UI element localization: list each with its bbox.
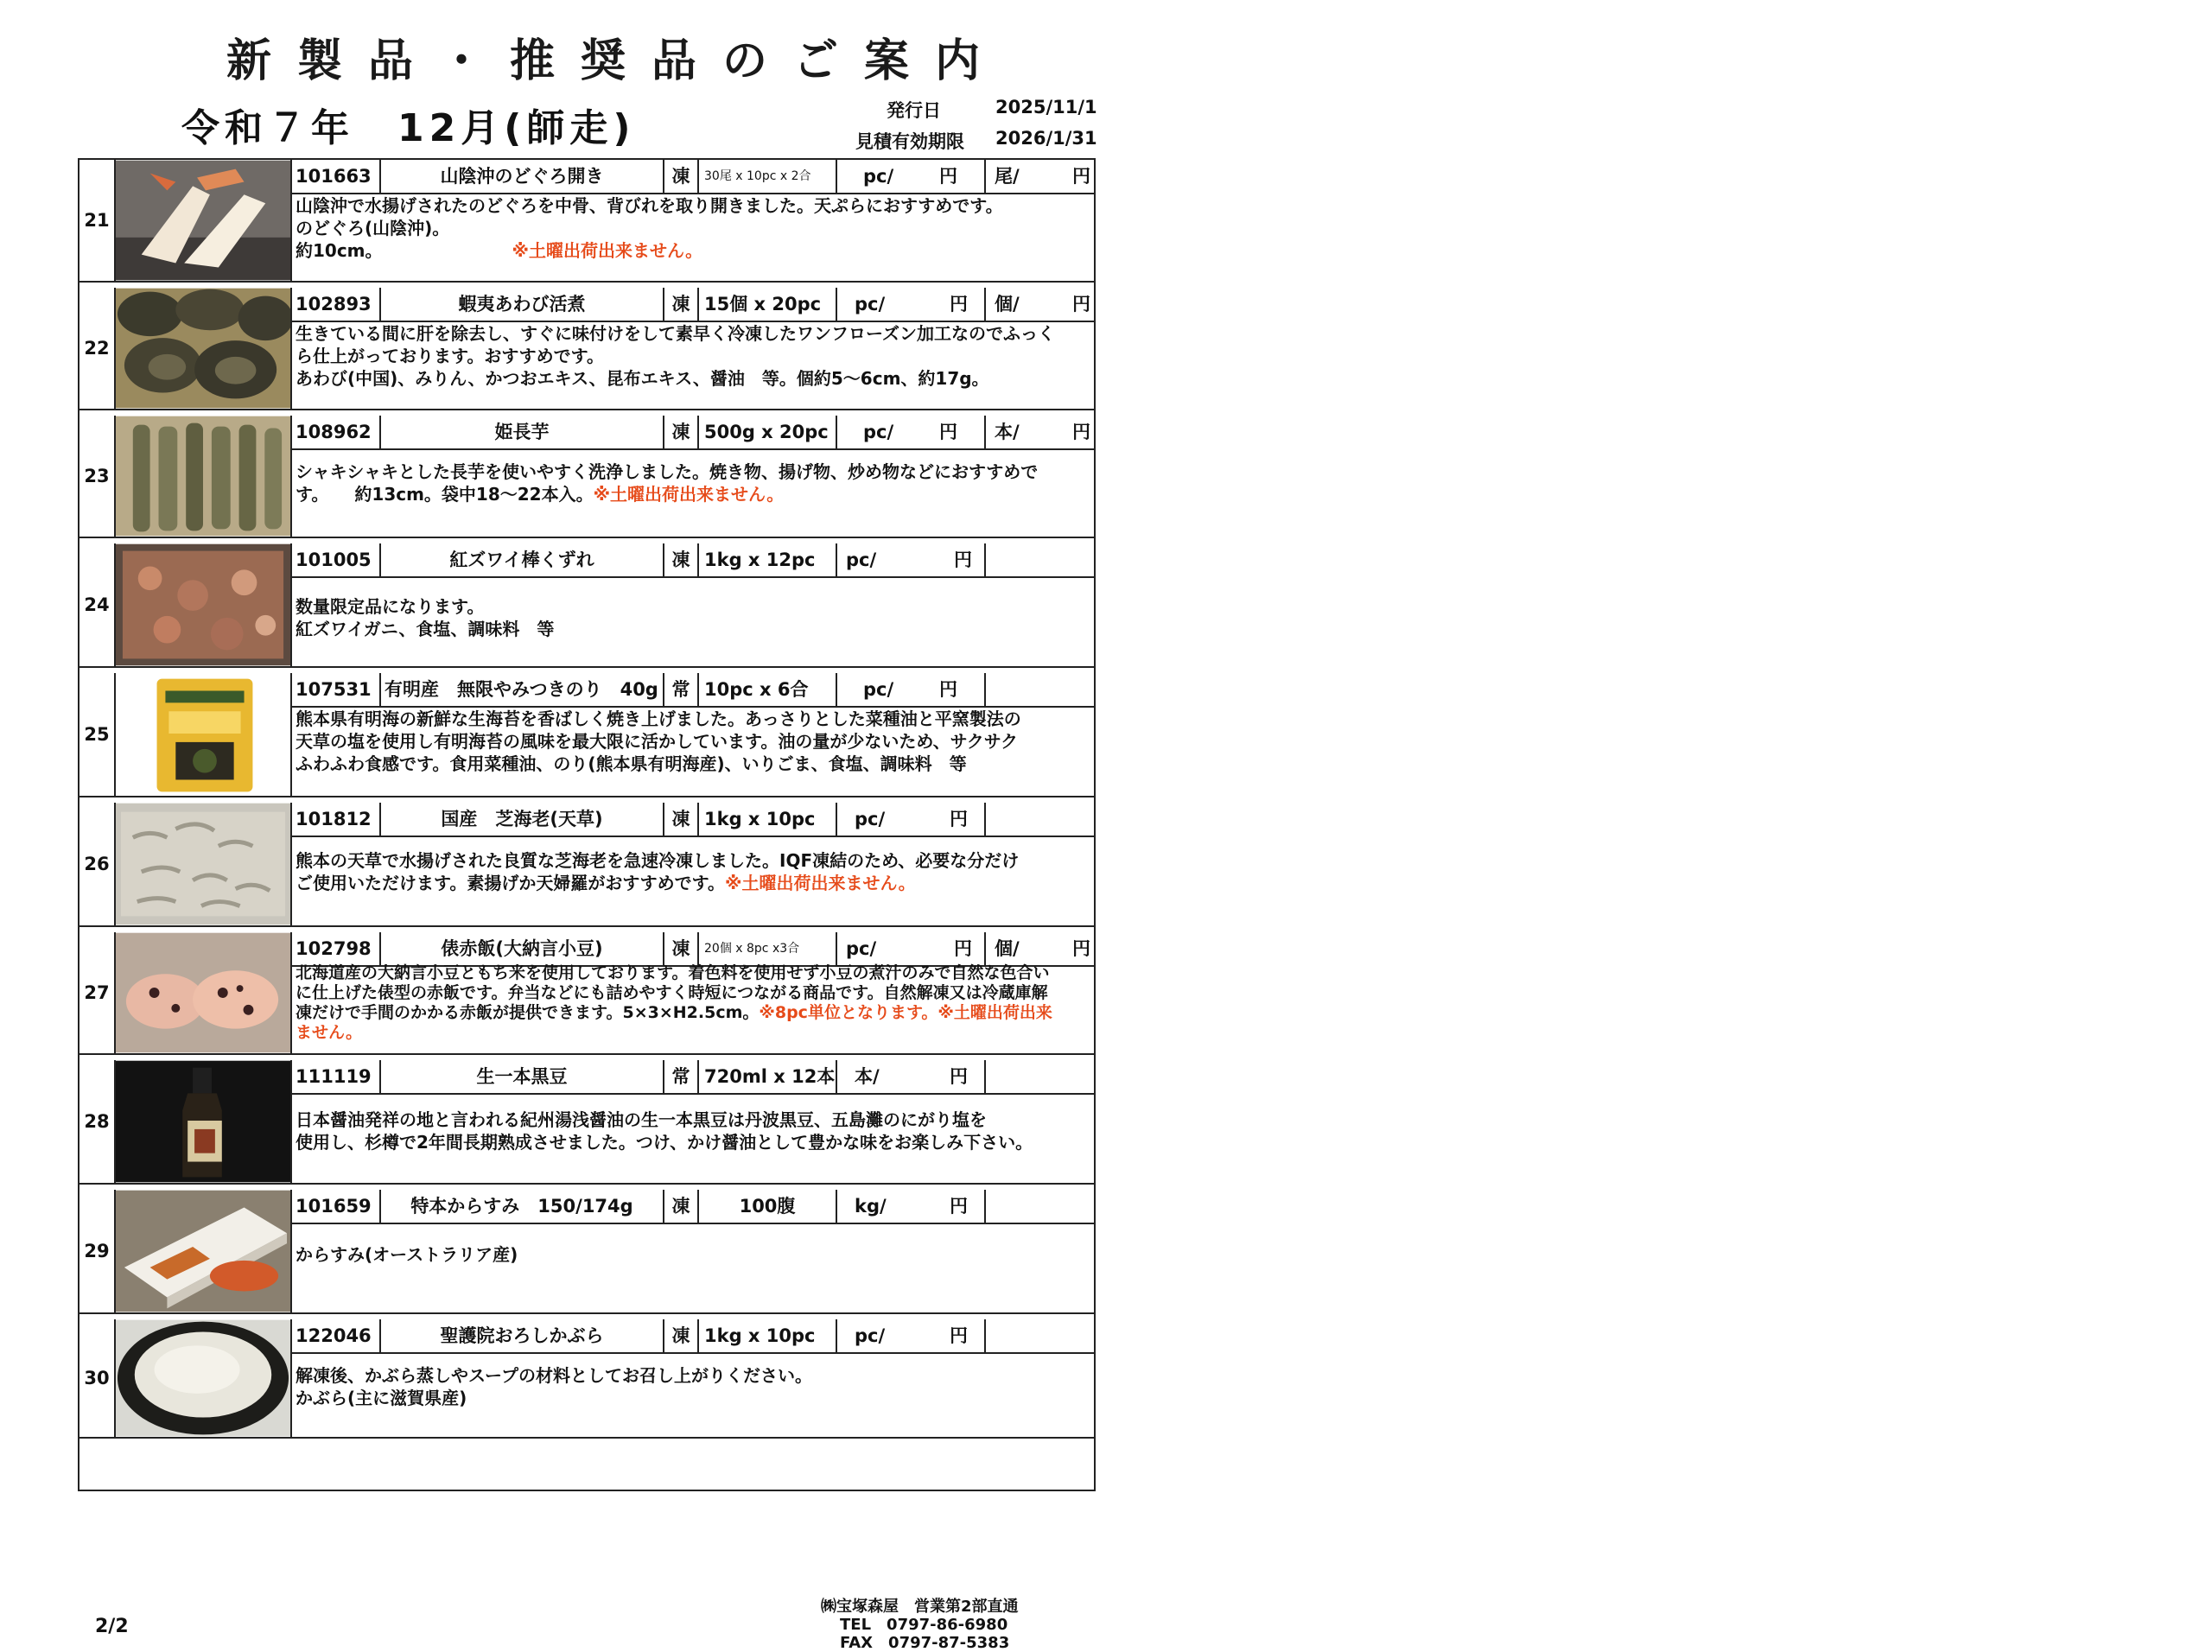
row-number: 30 — [79, 1319, 116, 1437]
product-name: 蝦夷あわび活煮 — [381, 288, 664, 321]
product-description: 山陰沖で水揚げされたのどぐろを中骨、背びれを取り開きました。天ぷらにおすすめです。 のどぐろ(山陰沖)。 約10cm。 ※土曜出荷出来ません。 — [296, 195, 1003, 261]
product-code: 101005 — [292, 543, 381, 576]
product-name: 有明産 無限やみつきのり 40g — [381, 673, 664, 706]
price-yen: 円 — [954, 938, 972, 959]
storage-type: 凍 — [664, 803, 699, 836]
product-code: 101812 — [292, 803, 381, 836]
storage-type: 凍 — [664, 932, 699, 965]
price-yen-2: 円 — [1072, 938, 1090, 959]
page-number: 2/2 — [95, 1616, 129, 1637]
product-row — [79, 160, 1094, 283]
row-number: 29 — [79, 1190, 116, 1312]
pack-size: 1kg x 10pc — [699, 803, 837, 836]
product-name: 紅ズワイ棒くずれ — [381, 543, 664, 576]
product-row — [79, 543, 1094, 668]
product-description: 数量限定品になります。 紅ズワイガニ、食塩、調味料 等 — [296, 596, 555, 639]
unit-notice: ※8pc単位となります。※土曜出荷出来 — [759, 1003, 1052, 1022]
product-name: 山陰沖のどぐろ開き — [381, 160, 664, 193]
pack-size: 10pc x 6合 — [699, 673, 837, 706]
price-unit: pc/ — [855, 1325, 886, 1346]
product-photo — [116, 1190, 292, 1312]
price-yen: 円 — [939, 166, 957, 187]
price-yen: 円 — [939, 679, 957, 700]
saturday-notice: ※土曜出荷出来ません。 — [593, 484, 785, 505]
storage-type: 凍 — [664, 543, 699, 576]
product-code: 108962 — [292, 416, 381, 448]
product-photo — [116, 288, 292, 409]
price-unit: 本/ — [855, 1066, 880, 1087]
product-photo — [116, 1319, 292, 1437]
storage-type: 凍 — [664, 288, 699, 321]
product-name: 俵赤飯(大納言小豆) — [381, 932, 664, 965]
product-photo — [116, 803, 292, 925]
storage-type: 凍 — [664, 160, 699, 193]
storage-type: 常 — [664, 673, 699, 706]
pack-size: 1kg x 12pc — [699, 543, 837, 576]
price-unit: pc/ — [863, 166, 894, 187]
price-yen: 円 — [939, 422, 957, 442]
price-yen-2: 円 — [1072, 166, 1090, 187]
product-description: シャキシャキとした長芋を使いやすく洗浄しました。焼き物、揚げ物、炒め物などにおすすめで す。 約13cm。袋中18～22本入。※土曜出荷出来ません。 — [296, 461, 1039, 505]
product-photo — [116, 416, 292, 537]
product-description: 解凍後、かぶら蒸しやスープの材料としてお召し上がりください。 かぶら(主に滋賀県産) — [296, 1365, 812, 1408]
quote-valid-label: 見積有効期限 — [855, 131, 964, 152]
product-description: 熊本の天草で水揚げされた良質な芝海老を急速冷凍しました。IQF凍結のため、必要な分だけ ご使用いただけます。素揚げか天婦羅がおすすめです。※土曜出荷出来ません。 — [296, 850, 1020, 893]
issue-date-value: 2025/11/1 — [995, 97, 1097, 118]
pack-size: 1kg x 10pc — [699, 1319, 837, 1352]
pack-size: 720ml x 12本 — [699, 1060, 837, 1093]
price-unit: pc/ — [863, 422, 894, 442]
price-unit-2: 個/ — [995, 938, 1020, 959]
saturday-notice: ※土曜出荷出来ません。 — [725, 873, 916, 893]
issue-date-label: 発行日 — [887, 100, 941, 121]
row-number: 23 — [79, 416, 116, 537]
product-row — [79, 932, 1094, 1055]
price-unit: pc/ — [855, 809, 886, 829]
product-name: 生一本黒豆 — [381, 1060, 664, 1093]
product-name: 姫長芋 — [381, 416, 664, 448]
price-unit: pc/ — [863, 679, 894, 700]
pack-size: 500g x 20pc — [699, 416, 837, 448]
price-yen: 円 — [950, 294, 968, 315]
storage-type: 常 — [664, 1060, 699, 1093]
product-name: 国産 芝海老(天草) — [381, 803, 664, 836]
product-row — [79, 803, 1094, 927]
product-code: 102798 — [292, 932, 381, 965]
product-row — [79, 1060, 1094, 1185]
product-row — [79, 673, 1094, 797]
product-description: 日本醤油発祥の地と言われる紀州湯浅醤油の生一本黒豆は丹波黒豆、五島灘のにがり塩を 使用し、杉樽で2年間長期熟成させました。つけ、かけ醤油として豊かな味をお楽しみ下さい。 — [296, 1109, 1033, 1153]
product-code: 102893 — [292, 288, 381, 321]
quote-valid-value: 2026/1/31 — [995, 128, 1097, 149]
price-unit: pc/ — [846, 550, 877, 570]
product-row — [79, 1190, 1094, 1314]
product-name: 聖護院おろしかぶら — [381, 1319, 664, 1352]
product-row — [79, 416, 1094, 538]
pack-size: 15個 x 20pc — [699, 288, 837, 321]
price-yen: 円 — [950, 1196, 968, 1217]
row-number: 22 — [79, 288, 116, 409]
pack-size: 20個 x 8pc x3合 — [699, 932, 837, 965]
pack-size: 30尾 x 10pc x 2合 — [699, 160, 837, 193]
price-unit: pc/ — [855, 294, 886, 315]
product-code: 101663 — [292, 160, 381, 193]
product-code: 111119 — [292, 1060, 381, 1093]
price-yen: 円 — [950, 809, 968, 829]
price-unit: pc/ — [846, 938, 877, 959]
row-number: 25 — [79, 673, 116, 796]
price-yen-2: 円 — [1072, 422, 1090, 442]
product-description: からすみ(オーストラリア産) — [296, 1244, 518, 1265]
row-number: 28 — [79, 1060, 116, 1183]
product-photo — [116, 160, 292, 281]
product-photo — [116, 543, 292, 666]
product-photo — [116, 932, 292, 1053]
page-subtitle: 令和７年 12月(師走) — [181, 106, 636, 150]
storage-type: 凍 — [664, 416, 699, 448]
pack-size: 100腹 — [699, 1190, 837, 1223]
product-name: 特本からすみ 150/174g — [381, 1190, 664, 1223]
product-table — [78, 158, 1096, 1652]
row-number: 27 — [79, 932, 116, 1053]
price-yen: 円 — [954, 550, 972, 570]
price-unit: kg/ — [855, 1196, 887, 1217]
product-code: 122046 — [292, 1319, 381, 1352]
row-number: 21 — [79, 160, 116, 281]
storage-type: 凍 — [664, 1190, 699, 1223]
storage-type: 凍 — [664, 1319, 699, 1352]
price-unit-2: 本/ — [995, 422, 1020, 442]
product-photo — [116, 1060, 292, 1183]
page-title: 新製品・推奨品のご案内 — [226, 35, 1007, 87]
company-contact: ㈱宝塚森屋 営業第2部直通 TEL 0797-86-6980 FAX 0797-87-5383 — [821, 1598, 1019, 1652]
product-row — [79, 1319, 1094, 1439]
product-description: 生きている間に肝を除去し、すぐに味付けをして素早く冷凍したワンフローズン加工なのでふっく ら仕上がっております。おすすめです。 あわび(中国)、みりん、かつおエキス、昆布エキス、醤油 等。個約5～6cm、約17g。 — [296, 323, 1055, 389]
price-unit-2: 尾/ — [995, 166, 1020, 187]
product-code: 107531 — [292, 673, 381, 706]
row-number: 26 — [79, 803, 116, 925]
price-yen: 円 — [950, 1066, 968, 1087]
price-unit-2: 個/ — [995, 294, 1020, 315]
product-photo — [116, 673, 292, 796]
product-description: 熊本県有明海の新鮮な生海苔を香ばしく焼き上げました。あっさりとした菜種油と平窯製法の 天草の塩を使用し有明海苔の風味を最大限に活かしています。油の量が少ないため、サクサク ふわふわ食感です。食用菜種油、のり(熊本県有明海産)、いりごま、食塩、調味料 等 — [296, 708, 1021, 774]
saturday-notice: ※土曜出荷出来ません。 — [512, 240, 703, 261]
product-code: 101659 — [292, 1190, 381, 1223]
row-number: 24 — [79, 543, 116, 666]
price-yen-2: 円 — [1072, 294, 1090, 315]
price-yen: 円 — [950, 1325, 968, 1346]
product-row — [79, 288, 1094, 410]
product-description: 北海道産の大納言小豆ともち米を使用しております。着色料を使用せず小豆の煮汁のみで自然な色合い に仕上げた俵型の赤飯です。弁当などにも詰めやすく時短につながる商品です。自然解凍又は冷蔵庫解 凍だけで手間のかかる赤飯が提供できます。5×3×H2.5cm。※8pc単位となります。※土曜出荷出来 ません。 — [296, 963, 1052, 1042]
